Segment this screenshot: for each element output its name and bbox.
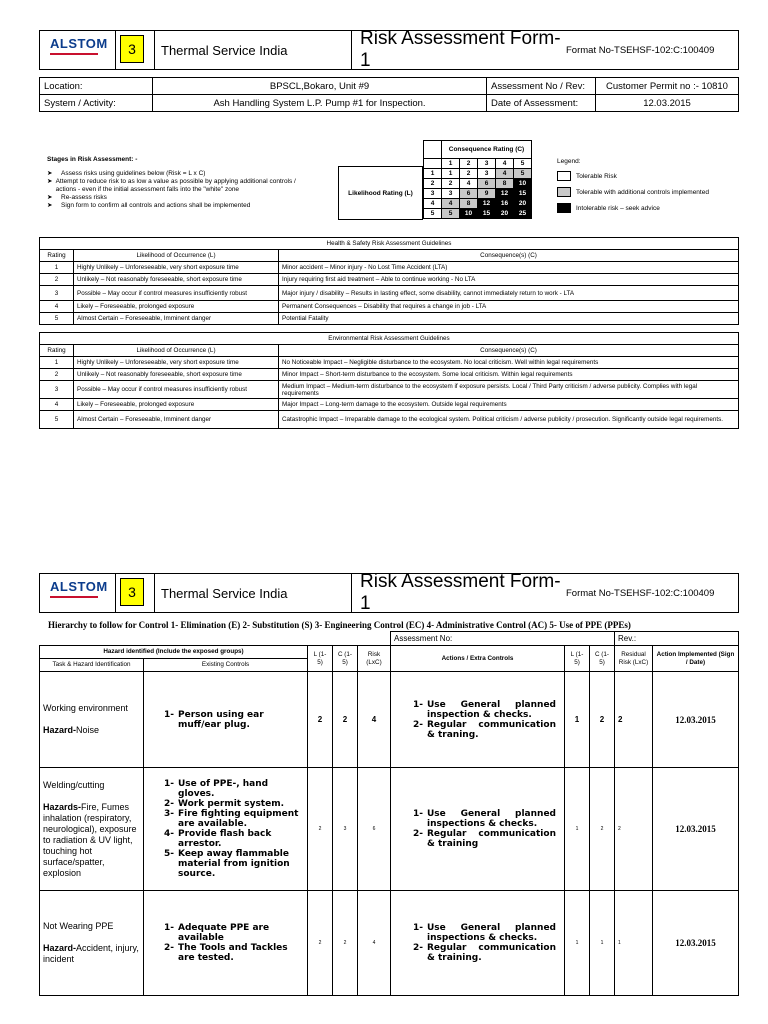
legend-item: Tolerable with additional controls implemented bbox=[557, 187, 709, 197]
form-title: Risk Assessment Form-1 bbox=[360, 571, 561, 614]
table-row bbox=[40, 891, 739, 996]
matrix-cell: 12 bbox=[496, 189, 514, 199]
logo-text: ALSTOM bbox=[50, 579, 108, 594]
stage-item: ➤ Re-assess risks bbox=[47, 194, 107, 201]
col-task: Task & Hazard Identification bbox=[40, 659, 144, 672]
table-row bbox=[40, 672, 739, 768]
matrix-legend bbox=[557, 158, 709, 213]
environmental-guidelines bbox=[39, 332, 739, 429]
env-guide-row: 5 Almost Certain – Foreseeable, Imminent danger Catastrophic Impact – Irreparable damage to the ecological system. Political criticism / adverse publicity / prosecution. Significantly outside legal requirements. bbox=[40, 411, 739, 429]
residual-value: 2 bbox=[615, 672, 653, 768]
risk-assessment-table bbox=[39, 631, 739, 996]
date-value: 12.03.2015 bbox=[596, 95, 739, 112]
col-residual: Residual Risk (LxC) bbox=[615, 646, 653, 672]
hs-guide-title: Health & Safety Risk Assessment Guidelines bbox=[40, 238, 739, 250]
matrix-cell: 6 bbox=[478, 179, 496, 189]
residual-value: 2 bbox=[615, 768, 653, 891]
matrix-row-head: 5 bbox=[424, 209, 442, 219]
rev-label: Rev.: bbox=[615, 632, 739, 646]
actions-cell: 1- Use General planned inspections & checks. 2- Regular communication & training. bbox=[391, 891, 565, 996]
env-col-likelihood: Likelihood of Occurrence (L) bbox=[74, 345, 279, 357]
matrix-cell: 3 bbox=[442, 189, 460, 199]
legend-title: Legend: bbox=[557, 158, 581, 165]
matrix-cell: 12 bbox=[478, 199, 496, 209]
system-label: System / Activity: bbox=[40, 95, 153, 112]
c2-value: 2 bbox=[590, 768, 615, 891]
existing-controls: 1- Person using ear muff/ear plug. bbox=[144, 672, 308, 768]
assessment-info-table bbox=[39, 77, 739, 112]
stages-title: Stages in Risk Assessment: - bbox=[47, 156, 138, 163]
col-l2: L (1-5) bbox=[565, 646, 590, 672]
existing-controls: 1- Adequate PPE are available 2- The Tools and Tackles are tested. bbox=[144, 891, 308, 996]
logo-underline bbox=[50, 53, 98, 55]
stage-item: ➤ Assess risks using guidelines below (Risk = L x C) bbox=[47, 170, 206, 177]
hs-guide-row: 5 Almost Certain – Foreseeable, Imminent danger Potential Fatality bbox=[40, 313, 739, 325]
c2-value: 1 bbox=[590, 891, 615, 996]
hs-guide-row: 3 Possible – May occur if control measures insufficiently robust Major injury / disability – Results in lasting effect, some disability, cannot immediately return to work - LTA bbox=[40, 286, 739, 301]
logo-underline bbox=[50, 596, 98, 598]
hs-col-likelihood: Likelihood of Occurrence (L) bbox=[74, 250, 279, 262]
c2-value: 2 bbox=[590, 672, 615, 768]
date-label: Date of Assessment: bbox=[487, 95, 596, 112]
task-cell: Not Wearing PPE Hazard-Accident, injury, incident bbox=[40, 891, 144, 996]
action-date: 12.03.2015 bbox=[653, 891, 739, 996]
matrix-row-head: 4 bbox=[424, 199, 442, 209]
risk-matrix bbox=[423, 140, 532, 219]
action-date: 12.03.2015 bbox=[653, 768, 739, 891]
action-date: 12.03.2015 bbox=[653, 672, 739, 768]
task-cell: Working environment Hazard-Noise bbox=[40, 672, 144, 768]
l2-value: 1 bbox=[565, 891, 590, 996]
c-value: 2 bbox=[333, 672, 358, 768]
form-header-top bbox=[39, 30, 739, 70]
task-cell: Welding/cutting Hazards-Fire, Fumes inhalation (respiratory, neurological), exposure to radiation & UV light, touching hot surface/spatter, explosion bbox=[40, 768, 144, 891]
residual-value: 1 bbox=[615, 891, 653, 996]
c-value: 3 bbox=[333, 768, 358, 891]
company-name: Thermal Service India bbox=[154, 31, 352, 69]
matrix-cell: 8 bbox=[460, 199, 478, 209]
format-number: Format No-TSEHSF-102:C:100409 bbox=[566, 587, 715, 599]
risk-value: 6 bbox=[358, 768, 391, 891]
matrix-row-head: 1 bbox=[424, 169, 442, 179]
health-safety-guidelines bbox=[39, 237, 739, 325]
matrix-cell: 15 bbox=[478, 209, 496, 219]
assessment-no-label: Assessment No: bbox=[391, 632, 615, 646]
matrix-cell: 10 bbox=[460, 209, 478, 219]
env-col-consequence: Consequence(s) (C) bbox=[279, 345, 739, 357]
matrix-cell: 16 bbox=[496, 199, 514, 209]
matrix-cell: 4 bbox=[442, 199, 460, 209]
matrix-col-head: 2 bbox=[460, 159, 478, 169]
matrix-cell: 6 bbox=[460, 189, 478, 199]
assessment-label: Assessment No / Rev: bbox=[487, 78, 596, 95]
col-actions: Actions / Extra Controls bbox=[391, 646, 565, 672]
l-value: 2 bbox=[308, 672, 333, 768]
matrix-cell: 5 bbox=[514, 169, 532, 179]
form-number-badge: 3 bbox=[120, 35, 144, 63]
col-l: L (1-5) bbox=[308, 646, 333, 672]
env-guide-row: 2 Unlikely – Not reasonably foreseeable, short exposure time Minor Impact – Short-term disturbance to the ecosystem. Some local criticism. Within legal requirements bbox=[40, 369, 739, 381]
env-guide-row: 3 Possible – May occur if control measures insufficiently robust Medium Impact – Medium-term disturbance to the ecosystem if exposure persists. Local / Third Party criticism / adverse publicity. Complies with legal requirements bbox=[40, 381, 739, 399]
hs-guide-row: 1 Highly Unlikely – Unforeseeable, very short exposure time Minor accident – Minor injury - No Lost Time Accident (LTA) bbox=[40, 262, 739, 274]
matrix-col-head: 5 bbox=[514, 159, 532, 169]
legend-item: Tolerable Risk bbox=[557, 171, 709, 181]
hs-col-consequence: Consequence(s) (C) bbox=[279, 250, 739, 262]
l-value: 2 bbox=[308, 768, 333, 891]
hazard-group-header: Hazard identified (Include the exposed groups) bbox=[40, 646, 308, 659]
control-hierarchy: Hierarchy to follow for Control 1- Elimination (E) 2- Substitution (S) 3- Engineering Control (EC) 4- Administrative Control (AC) 5- Use of PPE (PPEs) bbox=[48, 620, 631, 630]
hs-guide-row: 4 Likely – Foreseeable, prolonged exposure Permanent Consequences – Disability that requires a change in job - LTA bbox=[40, 301, 739, 313]
matrix-col-head: 3 bbox=[478, 159, 496, 169]
col-risk: Risk (LxC) bbox=[358, 646, 391, 672]
l-value: 2 bbox=[308, 891, 333, 996]
alstom-logo bbox=[40, 31, 116, 69]
matrix-row-head: 2 bbox=[424, 179, 442, 189]
risk-stages bbox=[47, 156, 317, 210]
matrix-cell: 2 bbox=[442, 179, 460, 189]
form-number-badge: 3 bbox=[120, 578, 144, 606]
col-c: C (1-5) bbox=[333, 646, 358, 672]
consequence-rating-title: Consequence Rating (C) bbox=[442, 141, 532, 159]
matrix-cell: 4 bbox=[460, 179, 478, 189]
matrix-cell: 5 bbox=[442, 209, 460, 219]
matrix-cell: 10 bbox=[514, 179, 532, 189]
format-number: Format No-TSEHSF-102:C:100409 bbox=[566, 44, 715, 56]
alstom-logo bbox=[40, 574, 116, 612]
matrix-row bbox=[424, 179, 532, 189]
location-value: BPSCL,Bokaro, Unit #9 bbox=[153, 78, 487, 95]
logo-text: ALSTOM bbox=[50, 36, 108, 51]
form-header-bottom bbox=[39, 573, 739, 613]
stage-item: ➤ Attempt to reduce risk to as low a value as possible by applying additional controls / actions - even if the initial assessment falls into the "white" zone bbox=[47, 178, 296, 193]
legend-item: Intolerable risk – seek advice bbox=[557, 203, 709, 213]
system-value: Ash Handling System L.P. Pump #1 for Inspection. bbox=[153, 95, 487, 112]
env-guide-row: 1 Highly Unlikely – Unforeseeable, very short exposure time No Noticeable Impact – Negligible disturbance to the ecosystem. No local criticism. Well within legal requirements bbox=[40, 357, 739, 369]
env-guide-row: 4 Likely – Foreseeable, prolonged exposure Major Impact – Long-term damage to the ecosystem. Outside legal requirements bbox=[40, 399, 739, 411]
form-title: Risk Assessment Form-1 bbox=[360, 28, 561, 71]
l2-value: 1 bbox=[565, 768, 590, 891]
actions-cell: 1- Use General planned inspection & checks. 2- Regular communication & traning. bbox=[391, 672, 565, 768]
risk-value: 4 bbox=[358, 891, 391, 996]
env-guide-title: Environmental Risk Assessment Guidelines bbox=[40, 333, 739, 345]
legend-swatch bbox=[557, 171, 571, 181]
matrix-cell: 1 bbox=[442, 169, 460, 179]
c-value: 2 bbox=[333, 891, 358, 996]
matrix-col-head: 4 bbox=[496, 159, 514, 169]
matrix-row bbox=[424, 199, 532, 209]
stage-item: ➤ Sign form to confirm all controls and actions shall be implemented bbox=[47, 202, 251, 209]
l2-value: 1 bbox=[565, 672, 590, 768]
matrix-cell: 25 bbox=[514, 209, 532, 219]
matrix-cell: 15 bbox=[514, 189, 532, 199]
env-col-rating: Rating bbox=[40, 345, 74, 357]
existing-controls: 1- Use of PPE-, hand gloves. 2- Work permit system. 3- Fire fighting equipment are available. 4- Provide flash back arrestor. 5- Keep away flammable material from ignition source. bbox=[144, 768, 308, 891]
risk-value: 4 bbox=[358, 672, 391, 768]
matrix-row-head: 3 bbox=[424, 189, 442, 199]
matrix-cell: 3 bbox=[478, 169, 496, 179]
actions-cell: 1- Use General planned inspections & checks. 2- Regular communication & training bbox=[391, 768, 565, 891]
matrix-cell: 8 bbox=[496, 179, 514, 189]
col-action-implemented: Action Implemented (Sign / Date) bbox=[653, 646, 739, 672]
company-name: Thermal Service India bbox=[154, 574, 352, 612]
matrix-cell: 20 bbox=[514, 199, 532, 209]
matrix-cell: 2 bbox=[460, 169, 478, 179]
matrix-row bbox=[424, 209, 532, 219]
likelihood-rating-label: Likelihood Rating (L) bbox=[338, 166, 423, 220]
hs-col-rating: Rating bbox=[40, 250, 74, 262]
matrix-cell: 20 bbox=[496, 209, 514, 219]
hs-guide-row: 2 Unlikely – Not reasonably foreseeable, short exposure time Injury requiring first aid treatment – Able to continue working - No LTA bbox=[40, 274, 739, 286]
matrix-cell: 9 bbox=[478, 189, 496, 199]
legend-swatch bbox=[557, 187, 571, 197]
table-row bbox=[40, 768, 739, 891]
matrix-cell: 4 bbox=[496, 169, 514, 179]
matrix-row bbox=[424, 169, 532, 179]
assessment-value: Customer Permit no :- 10810 bbox=[596, 78, 739, 95]
col-c2: C (1-5) bbox=[590, 646, 615, 672]
matrix-row bbox=[424, 189, 532, 199]
location-label: Location: bbox=[40, 78, 153, 95]
col-existing: Existing Controls bbox=[144, 659, 308, 672]
legend-swatch bbox=[557, 203, 571, 213]
matrix-col-head: 1 bbox=[442, 159, 460, 169]
